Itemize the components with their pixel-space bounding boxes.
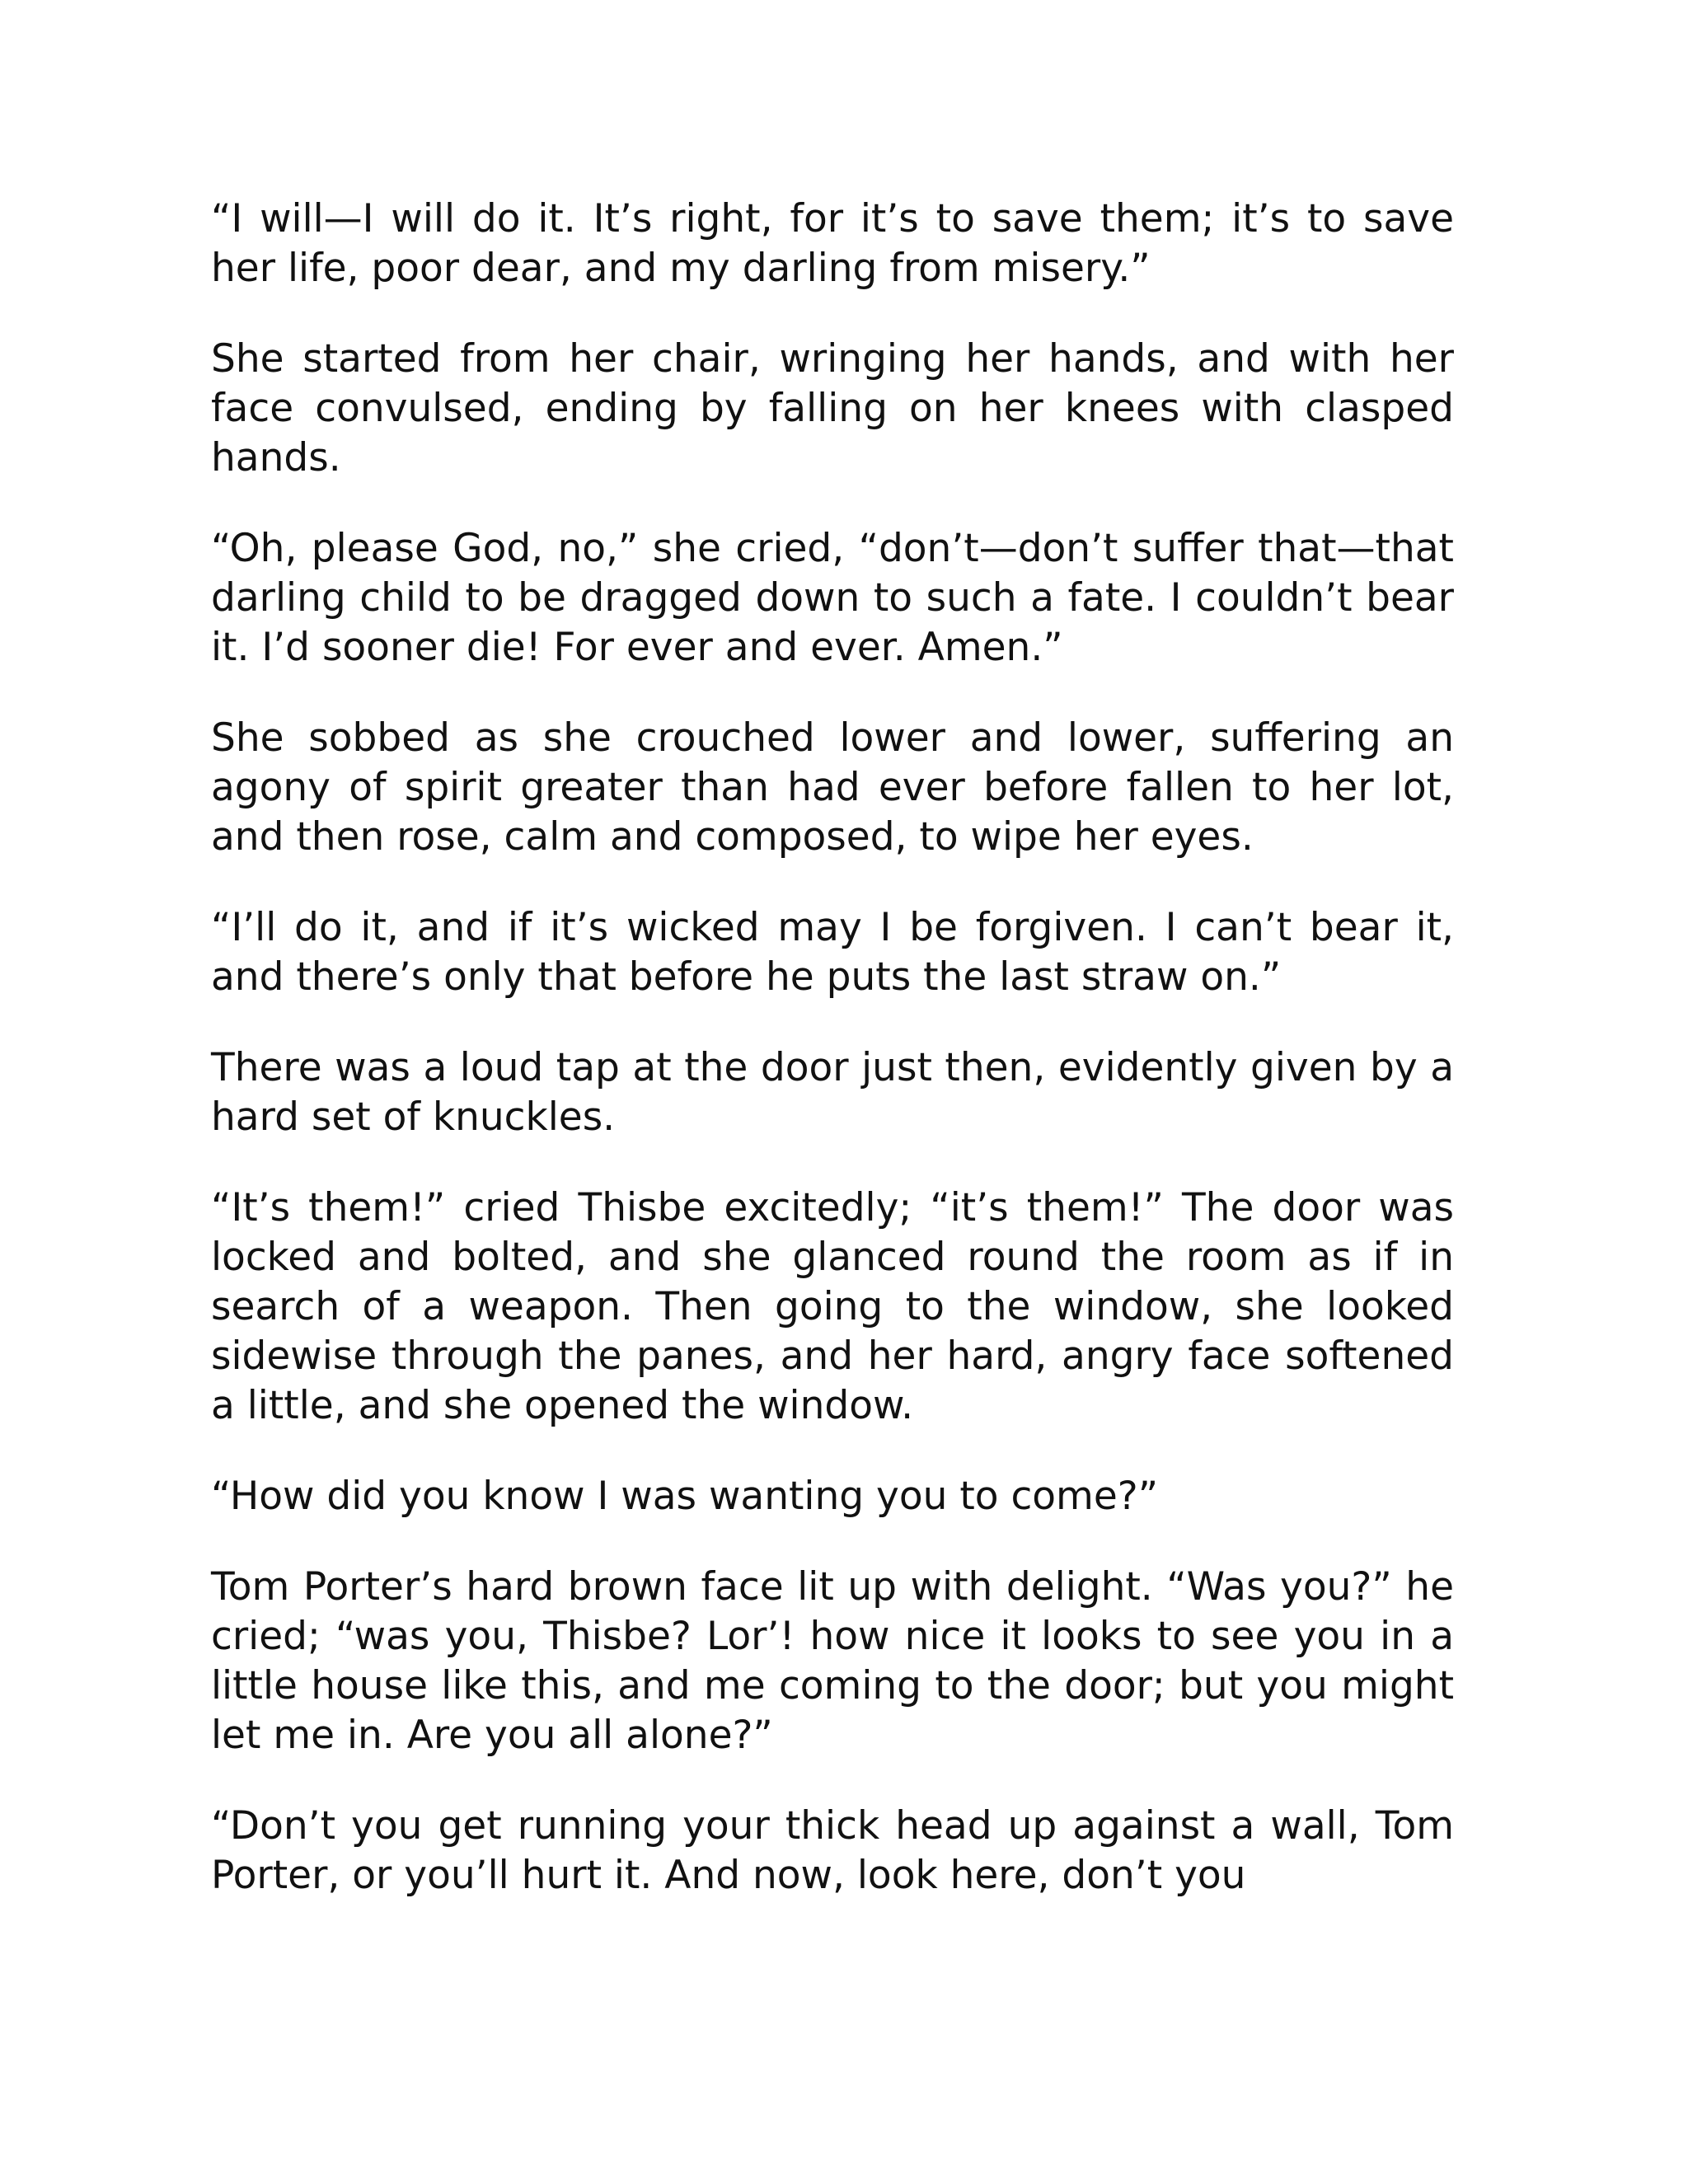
page-body-text xyxy=(211,194,1454,1942)
paragraph: There was a loud tap at the door just then, evidently given by a hard set of knuckles. xyxy=(211,1045,1454,1140)
paragraph: “Oh, please God, no,” she cried, “don’t—don’t suffer that—that darling child to be dragged down to such a fate. I couldn’t bear it. I’d sooner die! For ever and ever. Amen.” xyxy=(211,526,1454,670)
paragraph: She sobbed as she crouched lower and lower, suffering an agony of spirit greater than had ever before fallen to her lot, and then rose, calm and composed, to wipe her eyes. xyxy=(211,715,1454,860)
paragraph: Tom Porter’s hard brown face lit up with delight. “Was you?” he cried; “was you, Thisbe? Lor’! how nice it looks to see you in a little house like this, and me coming to the door; but you might let me in. Are you all alone?” xyxy=(211,1564,1454,1758)
paragraph: “I’ll do it, and if it’s wicked may I be forgiven. I can’t bear it, and there’s only that before he puts the last straw on.” xyxy=(211,905,1454,1000)
paragraph: “It’s them!” cried Thisbe excitedly; “it’s them!” The door was locked and bolted, and she glanced round the room as if in search of a weapon. Then going to the window, she looked sidewise through the panes, and her hard, angry face softened a little, and she opened the window. xyxy=(211,1185,1454,1428)
paragraph: “Don’t you get running your thick head up against a wall, Tom Porter, or you’ll hurt it. And now, look here, don’t you xyxy=(211,1803,1454,1898)
paragraph: “How did you know I was wanting you to come?” xyxy=(211,1474,1159,1519)
paragraph: She started from her chair, wringing her hands, and with her face convulsed, ending by falling on her knees with clasped hands. xyxy=(211,336,1454,480)
paragraph: “I will—I will do it. It’s right, for it’s to save them; it’s to save her life, poor dear, and my darling from misery.” xyxy=(211,196,1454,291)
